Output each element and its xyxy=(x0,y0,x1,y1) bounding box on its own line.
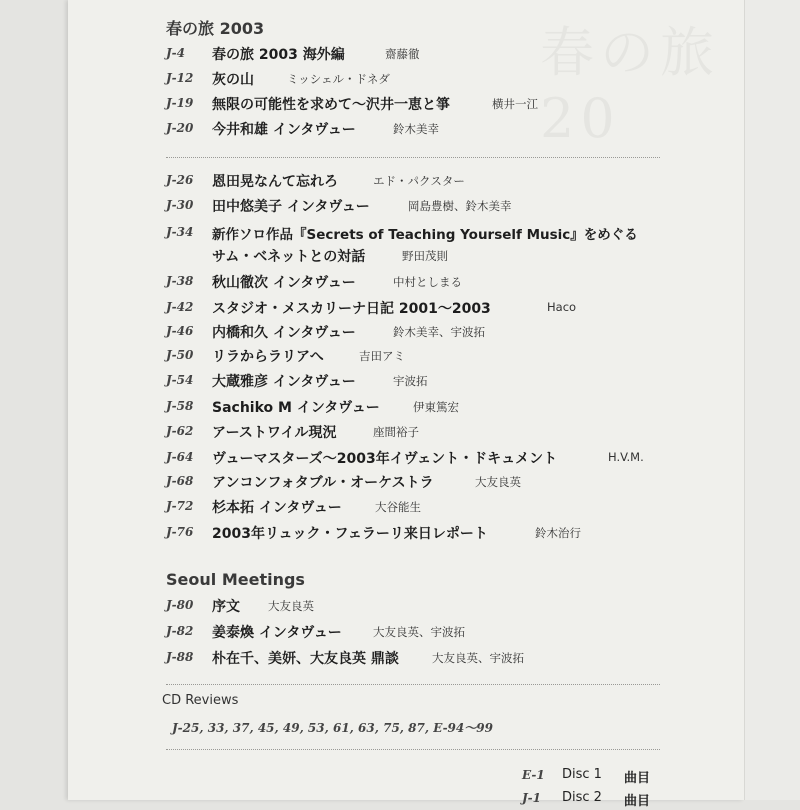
entry-page: J-88 xyxy=(166,650,194,664)
entry-author: ミッシェル・ドネダ xyxy=(287,72,390,86)
entry-title: 大蔵雅彦 インタヴュー xyxy=(212,374,356,390)
entry-title: サム・ベネットとの対話 xyxy=(212,249,366,265)
entry-author: 座間裕子 xyxy=(373,425,419,439)
toc-entry xyxy=(0,497,800,519)
toc-entry xyxy=(0,397,800,419)
entry-page: J-62 xyxy=(166,424,194,438)
entry-title: 無限の可能性を求めて〜沢井一恵と箏 xyxy=(212,97,450,113)
entry-author: 大友良英 xyxy=(268,599,314,613)
entry-page: J-38 xyxy=(166,274,194,288)
entry-page: J-68 xyxy=(166,474,194,488)
toc-entry xyxy=(0,448,800,470)
entry-author: 宇波拓 xyxy=(393,374,428,388)
toc-entry xyxy=(0,196,800,218)
disc-entry xyxy=(522,790,722,810)
entry-author: 大友良英、宇波拓 xyxy=(432,651,524,665)
toc-entry xyxy=(0,119,800,141)
toc-entry xyxy=(0,472,800,494)
disc-page: J-1 xyxy=(522,791,542,805)
section-title-spring-tour: 春の旅 2003 xyxy=(166,19,265,38)
entry-page: J-80 xyxy=(166,598,194,612)
toc-entry xyxy=(0,223,800,245)
entry-page: J-4 xyxy=(166,46,186,60)
toc-entry xyxy=(0,171,800,193)
toc-entry xyxy=(0,422,800,444)
entry-page: J-19 xyxy=(166,96,194,110)
disc-label: 曲目 xyxy=(624,771,651,786)
dotted-divider xyxy=(166,749,660,750)
entry-author: 齋藤徹 xyxy=(385,47,420,61)
toc-entry-continued xyxy=(0,246,800,268)
toc-entry xyxy=(0,272,800,294)
entry-author: 大友良英、宇波拓 xyxy=(373,625,465,639)
entry-title: 灰の山 xyxy=(212,72,254,88)
entry-author: 大谷能生 xyxy=(375,500,421,514)
entry-page: J-76 xyxy=(166,525,194,539)
entry-page: J-64 xyxy=(166,450,194,464)
toc-entry xyxy=(0,523,800,545)
entry-title: スタジオ・メスカリーナ日記 2001〜2003 xyxy=(212,301,491,317)
toc-entry xyxy=(0,94,800,116)
entry-author: Haco xyxy=(547,300,577,314)
entry-title: アーストワイル現況 xyxy=(212,425,337,441)
toc-entry xyxy=(0,371,800,393)
entry-title: 内橋和久 インタヴュー xyxy=(212,325,356,341)
entry-title: リラからラリアへ xyxy=(212,349,324,365)
entry-author: 大友良英 xyxy=(475,475,521,489)
entry-title: 序文 xyxy=(212,599,240,615)
toc-entry xyxy=(0,322,800,344)
entry-author: 鈴木美幸、宇波拓 xyxy=(393,325,485,339)
entry-page: J-58 xyxy=(166,399,194,413)
entry-page: J-30 xyxy=(166,198,194,212)
entry-page: J-12 xyxy=(166,71,194,85)
entry-title: 新作ソロ作品『Secrets of Teaching Yourself Music』をめぐる xyxy=(212,227,638,243)
cd-reviews-title: CD Reviews xyxy=(162,693,239,708)
disc-page: E-1 xyxy=(522,768,545,782)
disc-name: Disc 2 xyxy=(562,790,602,805)
entry-author: 岡島豊樹、鈴木美幸 xyxy=(408,199,512,213)
toc-entry xyxy=(0,622,800,644)
entry-author: H.V.M. xyxy=(608,450,644,464)
toc-entry xyxy=(0,298,800,320)
entry-author: 鈴木美幸 xyxy=(393,122,439,136)
dotted-divider xyxy=(166,157,660,158)
entry-title: 春の旅 2003 海外編 xyxy=(212,47,345,63)
toc-entry xyxy=(0,44,800,66)
entry-page: J-50 xyxy=(166,348,194,362)
entry-page: J-54 xyxy=(166,373,194,387)
entry-author: 鈴木治行 xyxy=(535,526,581,540)
entry-title: 恩田晃なんて忘れろ xyxy=(212,174,338,190)
disc-name: Disc 1 xyxy=(562,767,602,782)
entry-title: 朴在千、美妍、大友良英 鼎談 xyxy=(212,651,399,667)
section-title-seoul-meetings: Seoul Meetings xyxy=(166,570,305,589)
entry-title: 田中悠美子 インタヴュー xyxy=(212,199,370,215)
toc-entry xyxy=(0,346,800,368)
disc-entry xyxy=(522,767,722,787)
entry-title: 今井和雄 インタヴュー xyxy=(212,122,356,138)
entry-title: 秋山徹次 インタヴュー xyxy=(212,275,356,291)
dotted-divider xyxy=(166,684,660,685)
entry-title: 杉本拓 インタヴュー xyxy=(212,500,342,516)
entry-author: 横井一江 xyxy=(492,97,538,111)
disc-label: 曲目 xyxy=(624,794,651,809)
entry-author: 中村としまる xyxy=(393,275,462,289)
entry-title: 2003年リュック・フェラーリ来日レポート xyxy=(212,526,488,542)
entry-page: J-82 xyxy=(166,624,194,638)
toc-entry xyxy=(0,69,800,91)
cd-reviews-pages: J-25, 33, 37, 45, 49, 53, 61, 63, 75, 87, E-94〜99 xyxy=(172,721,493,735)
entry-page: J-26 xyxy=(166,173,194,187)
entry-author: 野田茂則 xyxy=(402,249,448,263)
entry-title: 姜泰煥 インタヴュー xyxy=(212,625,342,641)
entry-title: ヴューマスターズ〜2003年イヴェント・ドキュメント xyxy=(212,451,558,467)
entry-page: J-72 xyxy=(166,499,194,513)
entry-page: J-34 xyxy=(166,225,194,239)
toc-entry xyxy=(0,596,800,618)
entry-author: 吉田アミ xyxy=(359,349,405,363)
entry-page: J-42 xyxy=(166,300,194,314)
entry-author: 伊東篤宏 xyxy=(413,400,459,414)
toc-entry xyxy=(0,648,800,670)
entry-page: J-46 xyxy=(166,324,194,338)
entry-page: J-20 xyxy=(166,121,194,135)
entry-title: アンコンフォタブル・オーケストラ xyxy=(212,475,434,491)
entry-title: Sachiko M インタヴュー xyxy=(212,400,380,416)
entry-author: エド・パクスター xyxy=(373,174,465,188)
